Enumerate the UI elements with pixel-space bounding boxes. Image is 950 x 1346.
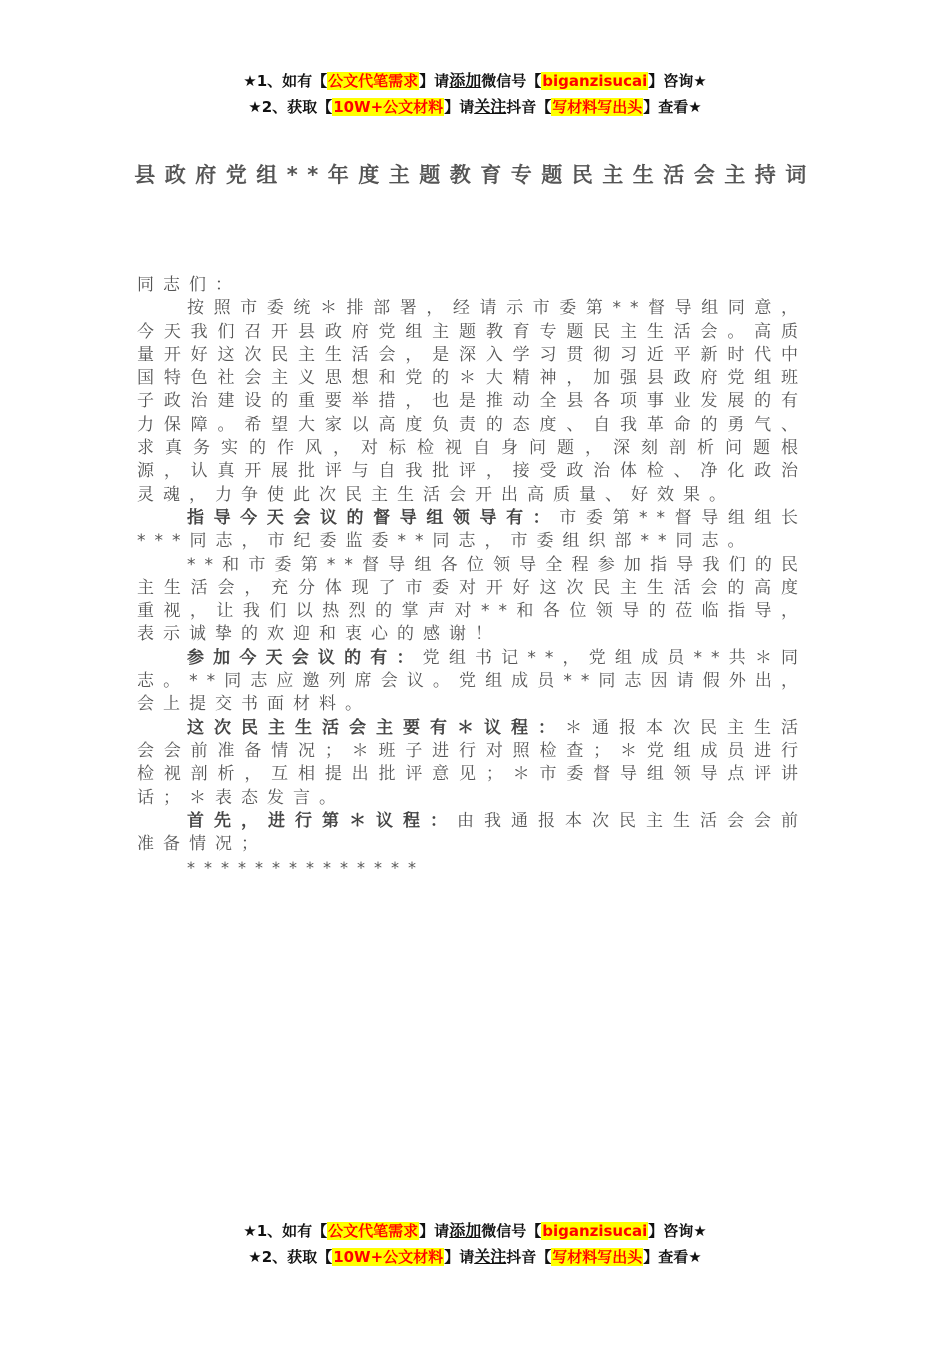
promo-line-2 (0, 1244, 950, 1270)
promo-text: 】请 (444, 1248, 475, 1266)
paragraph-first-item (137, 810, 807, 857)
document-body (137, 274, 807, 880)
promo-highlight: 10W+公文材料 (333, 1248, 444, 1266)
paragraph-attendees (137, 647, 807, 717)
paragraph-lead: 指导今天会议的督导组领导有： (187, 507, 560, 528)
paragraph-welcome: **和市委第**督导组各位领导全程参加指导我们的民主生活会，充分体现了市委对开好这次民主生活会的高度重视，让我们以热烈的掌声对**和各位领导的莅临指导，表示诚挚的欢迎和衷心的感谢！ (137, 554, 807, 645)
paragraph-lead: 首先，进行第＊议程： (187, 810, 457, 831)
promo-text: 微信号【 (481, 1222, 542, 1240)
promo-text: 】请 (444, 98, 475, 116)
paragraph-text: ＊通报本次民主生活会会前准备情况；＊班子进行对照检查；＊党组成员进行检视剖析，互相提出批评意见；＊市委督导组领导点评讲话；＊表态发言。 (137, 717, 807, 808)
paragraph-lead: 这次民主生活会主要有＊议程： (187, 717, 565, 738)
paragraph-lead: 参加今天会议的有： (187, 647, 423, 668)
paragraph-text: 市委第**督导组组长***同志，市纪委监委**同志，市委组织部**同志。 (137, 507, 808, 552)
promo-underline: 关注 (474, 1247, 507, 1266)
promo-highlight: 写材料写出头 (552, 1248, 643, 1266)
promo-line-1 (0, 1218, 950, 1244)
promo-underline: 添加 (449, 1221, 482, 1240)
promo-text: 】咨询★ (648, 1222, 707, 1240)
promo-highlight: biganzisucai (542, 72, 648, 90)
promo-text: 】查看★ (643, 1248, 702, 1266)
promo-highlight: 10W+公文材料 (333, 98, 444, 116)
promo-text: ★1、如有【 (243, 72, 328, 90)
promo-text: ★2、获取【 (248, 98, 333, 116)
header-promo-banner (0, 68, 950, 120)
promo-highlight: biganzisucai (542, 1222, 648, 1240)
paragraph-text: 由我通报本次民主生活会会前准备情况； (137, 810, 807, 855)
promo-text: 】咨询★ (648, 72, 707, 90)
document-title: 县政府党组**年度主题教育专题民主生活会主持词 (134, 163, 816, 187)
promo-highlight: 公文代笔需求 (328, 1222, 419, 1240)
promo-underline: 添加 (449, 71, 482, 90)
promo-line-2 (0, 94, 950, 120)
promo-text: 抖音【 (506, 98, 552, 116)
promo-text: ★2、获取【 (248, 1248, 333, 1266)
footer-promo-banner (0, 1218, 950, 1270)
asterisk-separator: ************** (187, 858, 425, 878)
promo-highlight: 写材料写出头 (552, 98, 643, 116)
promo-highlight: 公文代笔需求 (328, 72, 419, 90)
promo-underline: 关注 (474, 97, 507, 116)
salutation: 同志们： (137, 275, 241, 295)
paragraph-intro: 按照市委统＊排部署，经请示市委第**督导组同意，今天我们召开县政府党组主题教育专题民主生活会。高质量开好这次民主生活会，是深入学习贯彻习近平新时代中国特色社会主义思想和党的＊大精神，加强县政府党组班子政治建设的重要举措，也是推动全县各项事业发展的有力保障。希望大家以高度负责的态度、自我革命的勇气、求真务实的作风，对标检视自身问题，深刻剖析问题根源，认真开展批评与自我批评，接受政治体检、净化政治灵魂，力争使此次民主生活会开出高质量、好效果。 (137, 298, 807, 505)
promo-text: 】请 (419, 1222, 450, 1240)
promo-text: 微信号【 (481, 72, 542, 90)
promo-text: ★1、如有【 (243, 1222, 328, 1240)
paragraph-supervisors (137, 507, 807, 554)
promo-text: 】查看★ (643, 98, 702, 116)
paragraph-text: 党组书记**，党组成员**共＊同志。**同志应邀列席会议。党组成员**同志因请假外出，会上提交书面材料。 (137, 647, 808, 715)
promo-line-1 (0, 68, 950, 94)
promo-text: 】请 (419, 72, 450, 90)
promo-text: 抖音【 (506, 1248, 552, 1266)
paragraph-agenda (137, 717, 807, 810)
